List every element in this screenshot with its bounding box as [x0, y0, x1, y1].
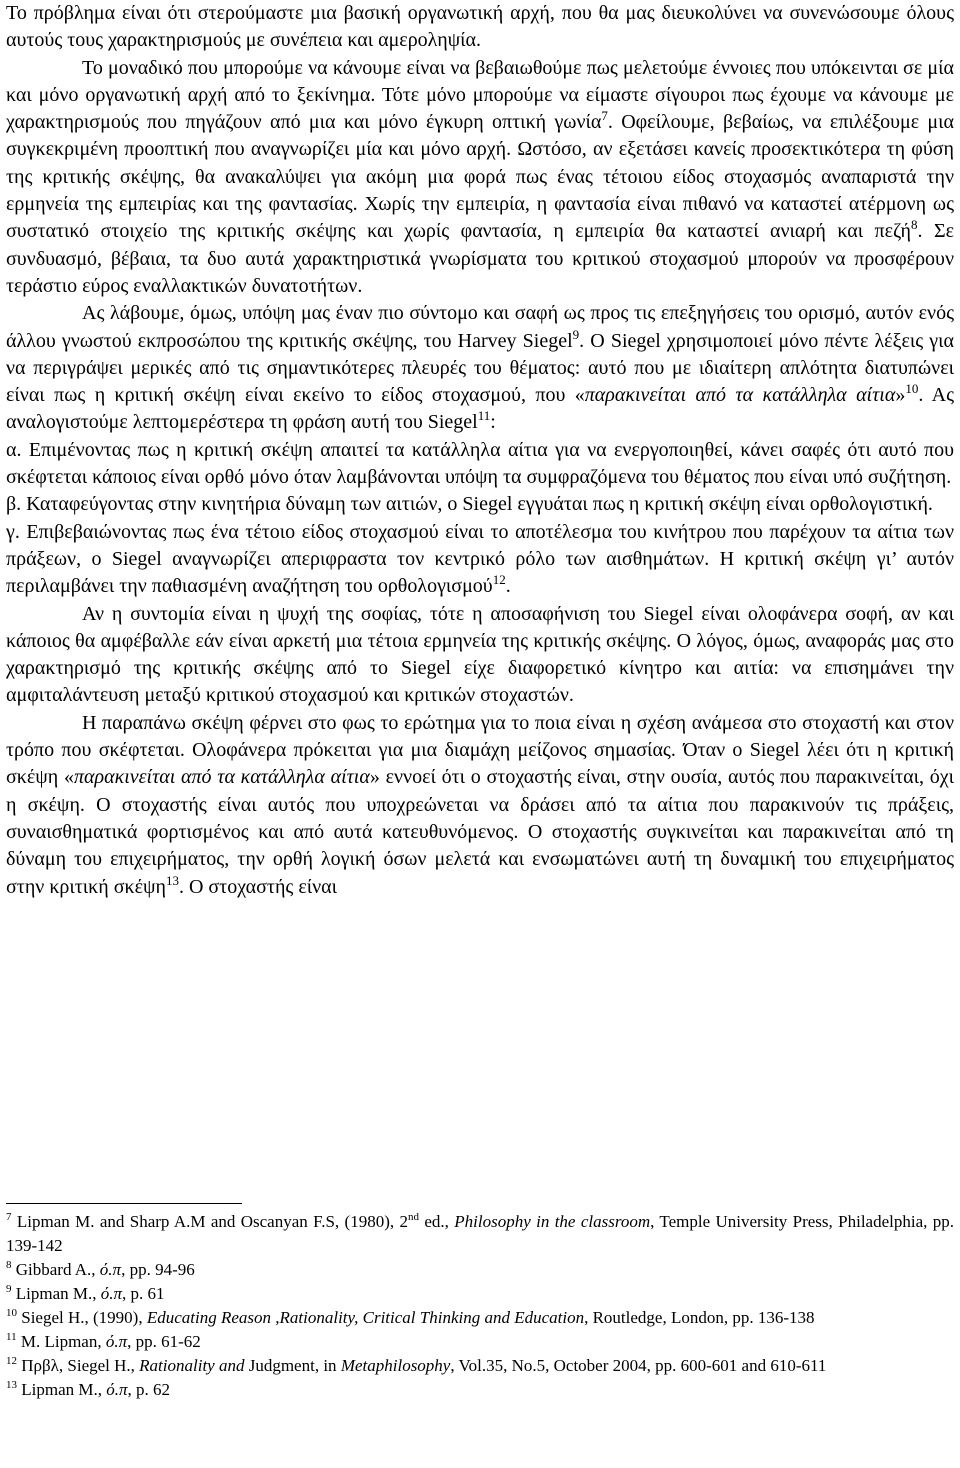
- list-item: [6, 437, 954, 492]
- body-text: [6, 0, 954, 901]
- paragraph-text: . Ας αναλογιστούμε λεπτομερέστερα τη φράση αυτή του Siegel: [6, 384, 955, 434]
- footnote-text: Πρβλ, Siegel H.,: [17, 1356, 140, 1375]
- list-item: [6, 491, 954, 518]
- footnote-number: 9: [6, 1283, 12, 1295]
- footnote-divider: [6, 1203, 242, 1204]
- paragraph-text: »: [895, 384, 906, 407]
- footnote: [6, 1282, 954, 1306]
- footnote-title: ό.π: [106, 1380, 128, 1399]
- paragraph-text: α. Επιμένοντας πως η κριτική σκέψη απαιτεί τα κατάλληλα αίτια για να ενεργοποιηθεί, κάνει σαφές ότι αυτό που σκέφτεται κάποιος είναι ορθό μόνο όταν λαμβάνονται υπόψη τα συμφραζόμενα του θέματος που είναι υπό συζήτηση.: [6, 438, 954, 489]
- footnote-number: 11: [6, 1331, 17, 1343]
- footnote-title: Educating Reason ,Rationality, Critical Thinking and Education: [146, 1308, 585, 1327]
- paragraph-text: . Οφείλουμε, βεβαίως, να επιλέξουμε μια συγκεκριμένη προοπτική που αναγνωρίζει μία και μόνο αρχή. Ωστόσο, αν εξετάσει κανείς προσεκτικότερα τη φύση της κριτικής σκέψης, θα ανακαλύψει για ακόμη μια φορά πως ένας τέτοιου είδος στοχασμός αναπαριστά την ερμηνεία της εμπειρίας και της φαντασίας. Χωρίς την εμπειρία, η φαντασία είναι πιθανό να καταστεί ατέρμονη ως συστατικό στοιχείο της κριτικής σκέψης και χωρίς φαντασία, η εμπειρία θα καταστεί ανιαρή και πεζή: [6, 111, 955, 243]
- paragraph-text: .: [505, 575, 511, 598]
- footnote-number: 10: [6, 1307, 17, 1319]
- footnote-text: Judgment, in: [244, 1356, 341, 1375]
- paragraph-text: Το μοναδικό που μπορούμε να κάνουμε είναι να βεβαιωθούμε πως μελετούμε έννοιες που υπόκεινται σε μία και μόνο οργανωτική αρχή από το ξεκίνημα. Τότε μόνο μπορούμε να είμαστε σίγουροι πως έχουμε να κάνουμε με χαρακτηρισμούς που πηγάζουν από μια και μόνο έγκυρη οπτική γωνία: [6, 56, 954, 134]
- list-item: [6, 519, 954, 601]
- footnote-ref: 13: [165, 872, 179, 888]
- footnote-text: , Temple University Press, Philadelphia, pp. 139-142: [6, 1212, 954, 1255]
- footnote-ref: 10: [905, 381, 919, 397]
- footnote-ref: 11: [477, 408, 491, 424]
- paragraph: [6, 601, 954, 710]
- footnote: [6, 1354, 954, 1378]
- footnote-text: Siegel H., (1990),: [17, 1308, 147, 1327]
- footnote-ref: 9: [572, 326, 580, 342]
- footnote-text: Lipman M. and Sharp A.M and Oscanyan F.S, (1980), 2: [11, 1212, 408, 1231]
- footnote-title: ό.π: [100, 1284, 123, 1303]
- footnote-text: , p. 61: [122, 1284, 165, 1303]
- paragraph-text: Η παραπάνω σκέψη φέρνει στο φως το ερώτημα για το ποια είναι η σχέση ανάμεσα στο στοχαστή και στον τρόπο που σκέφτεται. Ολοφάνερα πρόκειται για μια διαμάχη μείζονος σημασίας. Όταν ο Siegel λέει ότι η κριτική σκέψη «: [6, 711, 954, 789]
- footnote-text: , Vol.35, No.5, October 2004, pp. 600-601 and 610-611: [450, 1356, 827, 1375]
- footnote-ref: 12: [492, 572, 506, 588]
- footnote-title: ό.π: [99, 1260, 122, 1279]
- ordinal-suffix: nd: [407, 1211, 419, 1223]
- footnote-text: ed.,: [418, 1212, 455, 1231]
- footnotes: [6, 1210, 954, 1402]
- footnote-text: Gibbard A.,: [11, 1260, 100, 1279]
- footnote-title: Rationality and: [139, 1356, 245, 1375]
- footnote-text: , pp. 61-62: [127, 1332, 201, 1351]
- italic-quote: παρακινείται από τα κατάλληλα αίτια: [584, 384, 896, 407]
- paragraph: [6, 55, 954, 301]
- footnote-number: 13: [6, 1379, 17, 1391]
- paragraph-text: . O Siegel χρησιμοποιεί μόνο πέντε λέξεις για να περιγράψει μερικές από τις σημαντικότερες πλευρές του θέματος: αυτό που με ιδιαίτερη απλότητα διατυπώνει είναι πως η κριτική σκέψη είναι εκείνο το είδος στοχασμού, που «: [6, 329, 954, 407]
- footnote-title: Philosophy in the classroom: [454, 1212, 651, 1231]
- paragraph-text: :: [490, 411, 496, 434]
- footnote-number: 7: [6, 1211, 12, 1223]
- paragraph-text: . Σε συνδυασμό, βέβαια, τα δυο αυτά χαρακτηριστικά γνωρίσματα του κριτικού στοχασμού μπορούν να προσφέρουν τεράστιο εύρος εναλλακτικών δυνατοτήτων.: [6, 220, 955, 297]
- paragraph: [6, 300, 954, 436]
- footnote-number: 12: [6, 1355, 17, 1367]
- footnote-number: 8: [6, 1259, 12, 1271]
- paragraph-text: Αν η συντομία είναι η ψυχή της σοφίας, τότε η αποσαφήνιση του Siegel είναι ολοφάνερα σοφή, αν και κάποιος θα αμφέβαλλε εάν είναι αρκετή μια τέτοια ερμηνεία της κριτικής σκέψης. Ο λόγος, όμως, αναφοράς μας στο χαρακτηρισμό της κριτικής σκέψης από το Siegel είχε διαφορετικό κίνητρο και αιτία: να επισημάνει την αμφιταλάντευση μεταξύ κριτικού στοχασμού και κριτικών στοχαστών.: [6, 602, 954, 707]
- footnote-text: Lipman M.,: [11, 1284, 101, 1303]
- footnote: [6, 1378, 954, 1402]
- paragraph: [6, 0, 954, 55]
- paragraph-text: » εννοεί ότι ο στοχαστής είναι, στην ουσία, αυτός που παρακινείται, όχι η σκέψη. Ο στοχαστής είναι αυτός που υποχρεώνεται να δράσει από τα αίτια που παρακινούν τις πράξεις, συναισθηματικά φορτισμένος και από αυτά κατευθυνόμενος. Ο στοχαστής συγκινείται και παρακινείται από τη δύναμη του επιχειρήματος, την ορθή λογική όσων μελετά και ενσωματώνει αυτή τη δυναμική του επιχειρήματος στην κριτική σκέψη: [6, 766, 954, 898]
- footnote-text: , pp. 94-96: [121, 1260, 195, 1279]
- footnote-ref: 8: [911, 217, 918, 233]
- paragraph-text: Ας λάβουμε, όμως, υπόψη μας έναν πιο σύντομο και σαφή ως προς τις επεξηγήσεις του ορισμό, αυτόν ενός άλλου γνωστού εκπροσώπου της κριτικής σκέψης, του Harvey Siegel: [6, 302, 954, 352]
- paragraph: [6, 710, 954, 901]
- footnote-title: ό.π: [105, 1332, 128, 1351]
- footnote: [6, 1210, 954, 1258]
- footnote-ref: 7: [601, 108, 608, 124]
- footnote-text: , p. 62: [127, 1380, 171, 1399]
- footnote-text: Lipman M.,: [17, 1380, 107, 1399]
- footnote-text: , Routledge, London, pp. 136-138: [584, 1308, 815, 1327]
- footnote: [6, 1258, 954, 1282]
- footnote: [6, 1330, 954, 1354]
- paragraph-text: Το πρόβλημα είναι ότι στερούμαστε μια βασική οργανωτική αρχή, που θα μας διευκολύνει να συνενώσουμε όλους αυτούς τους χαρακτηρισμούς με συνέπεια και αμεροληψία.: [6, 2, 954, 52]
- footnote-text: M. Lipman,: [16, 1332, 106, 1351]
- footnote-title: Metaphilosophy: [340, 1356, 451, 1375]
- paragraph-text: γ. Επιβεβαιώνοντας πως ένα τέτοιο είδος στοχασμού είναι το αποτέλεσμα του κινήτρου που παρέχουν τα αίτια των πράξεων, ο Siegel αναγνωρίζει απεριφραστα τον κεντρικό ρόλο των αισθημάτων. Η κριτική σκέψη γι’ αυτόν περιλαμβάνει την παθιασμένη αναζήτηση του ορθολογισμού: [6, 520, 954, 598]
- paragraph-text: β. Καταφεύγοντας στην κινητήρια δύναμη των αιτιών, ο Siegel εγγυάται πως η κριτική σκέψη είναι ορθολογιστική.: [6, 493, 933, 516]
- footnote: [6, 1306, 954, 1330]
- italic-quote: παρακινείται από τα κατάλληλα αίτια: [73, 766, 370, 789]
- paragraph-text: . Ο στοχαστής είναι: [178, 875, 338, 898]
